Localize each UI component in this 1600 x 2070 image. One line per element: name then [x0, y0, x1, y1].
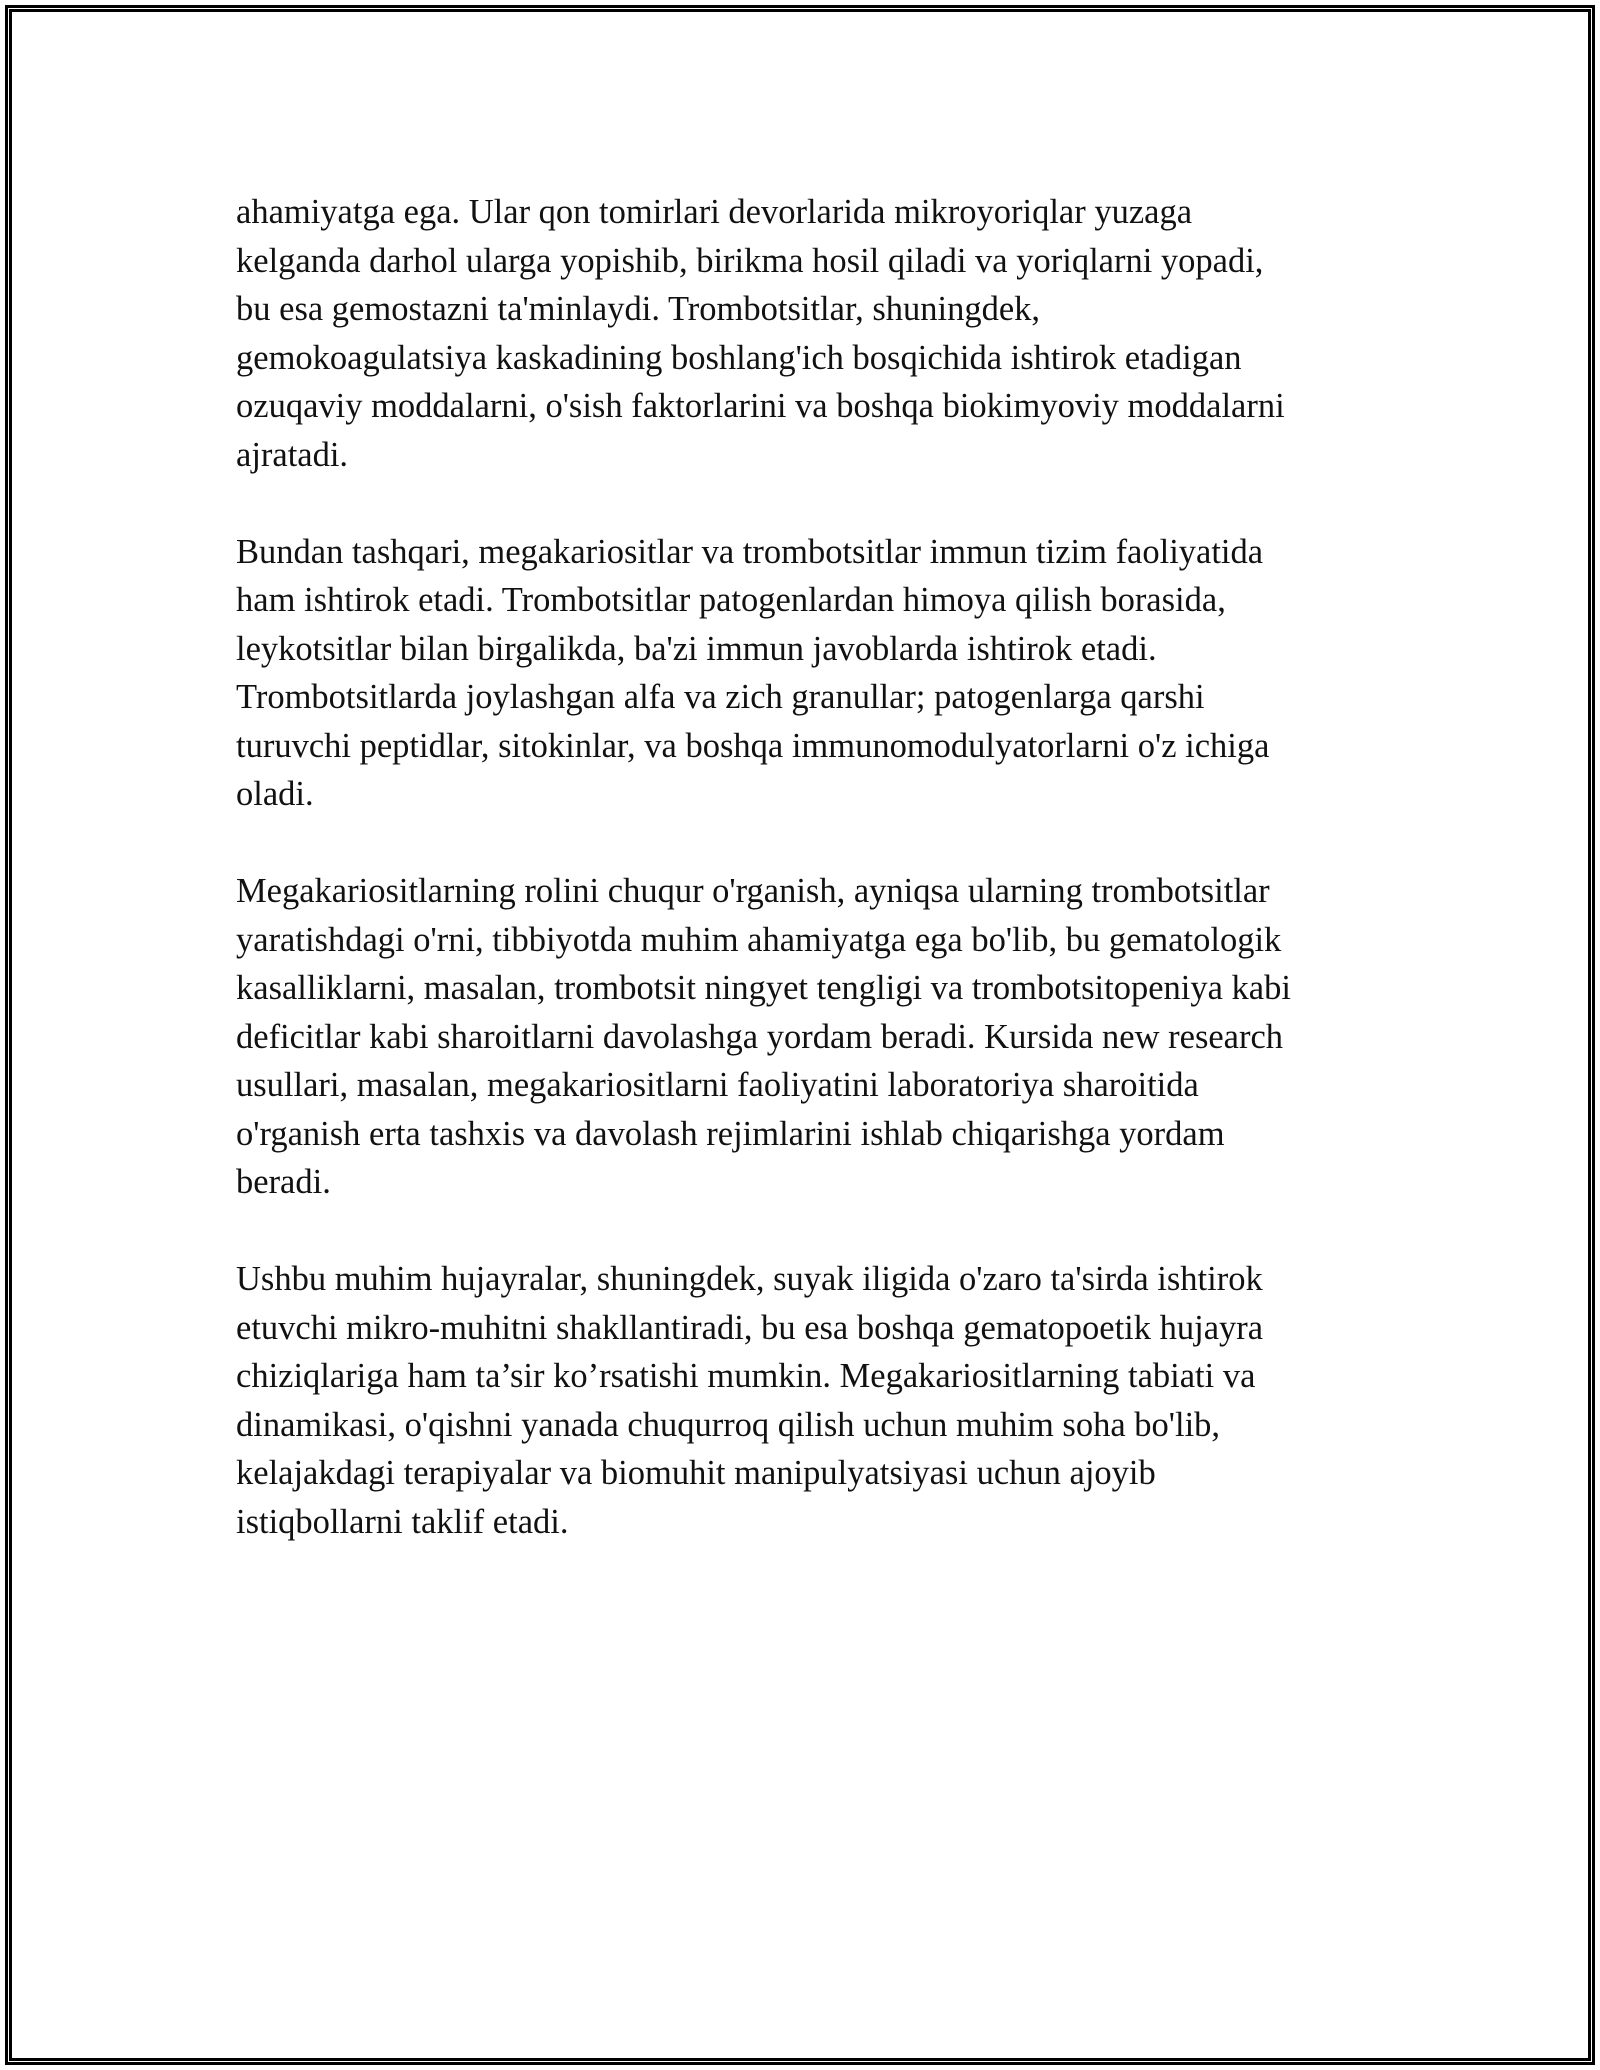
text-line: Bundan tashqari, megakariositlar va trombotsitlar immun tizim faoliyatida: [236, 532, 1264, 571]
text-line: o'rganish erta tashxis va davolash rejimlarini ishlab chiqarishga yordam: [236, 1114, 1225, 1153]
text-line: etuvchi mikro-muhitni shakllantiradi, bu esa boshqa gematopoetik hujayra: [236, 1308, 1264, 1347]
text-line: beradi.: [236, 1163, 331, 1201]
paragraph-2: [236, 528, 1366, 819]
text-line: Trombotsitlarda joylashgan alfa va zich granullar; patogenlarga qarshi: [236, 678, 1205, 716]
text-line: yaratishdagi o'rni, tibbiyotda muhim ahamiyatga ega bo'lib, bu gematologik: [236, 920, 1282, 959]
text-line: usullari, masalan, megakariositlarni faoliyatini laboratoriya sharoitida: [236, 1066, 1199, 1104]
text-line: kelajakdagi terapiyalar va biomuhit manipulyatsiyasi uchun ajoyib: [236, 1454, 1156, 1492]
text-line: ozuqaviy moddalarni, o'sish faktorlarini va boshqa biokimyoviy moddalarni: [236, 387, 1285, 425]
text-line: istiqbollarni taklif etadi.: [236, 1502, 569, 1541]
text-line: kelganda darhol ularga yopishib, birikma hosil qiladi va yoriqlarni yopadi,: [236, 241, 1264, 280]
text-line: kasalliklarni, masalan, trombotsit ningyet tengligi va trombotsitopeniya kabi: [236, 969, 1291, 1007]
text-line: ahamiyatga ega. Ular qon tomirlari devorlarida mikroyoriqlar yuzaga: [236, 193, 1193, 231]
text-line: leykotsitlar bilan birgalikda, ba'zi immun javoblarda ishtirok etadi.: [236, 629, 1157, 668]
paragraph-1: [236, 188, 1366, 479]
text-line: oladi.: [236, 775, 314, 813]
text-line: dinamikasi, o'qishni yanada chuqurroq qilish uchun muhim soha bo'lib,: [236, 1405, 1221, 1444]
paragraph-3: [236, 867, 1366, 1207]
text-line: ajratadi.: [236, 435, 349, 474]
text-line: deficitlar kabi sharoitlarni davolashga yordam beradi. Kursida new research: [236, 1017, 1284, 1056]
text-line: gemokoagulatsiya kaskadining boshlang'ich bosqichida ishtirok etadigan: [236, 338, 1242, 377]
text-line: Megakariositlarning rolini chuqur o'rganish, ayniqsa ularning trombotsitlar: [236, 872, 1270, 910]
document-body: [236, 188, 1366, 1595]
text-line: bu esa gemostazni ta'minlaydi. Trombotsitlar, shuningdek,: [236, 290, 1041, 328]
paragraph-4: [236, 1255, 1366, 1546]
text-line: Ushbu muhim hujayralar, shuningdek, suyak iligida o'zaro ta'sirda ishtirok: [236, 1260, 1263, 1298]
text-line: ham ishtirok etadi. Trombotsitlar patogenlardan himoya qilish borasida,: [236, 581, 1226, 619]
text-line: turuvchi peptidlar, sitokinlar, va boshqa immunomodulyatorlarni o'z ichiga: [236, 726, 1270, 765]
text-line: chiziqlariga ham ta’sir ko’rsatishi mumkin. Megakariositlarning tabiati va: [236, 1357, 1256, 1395]
